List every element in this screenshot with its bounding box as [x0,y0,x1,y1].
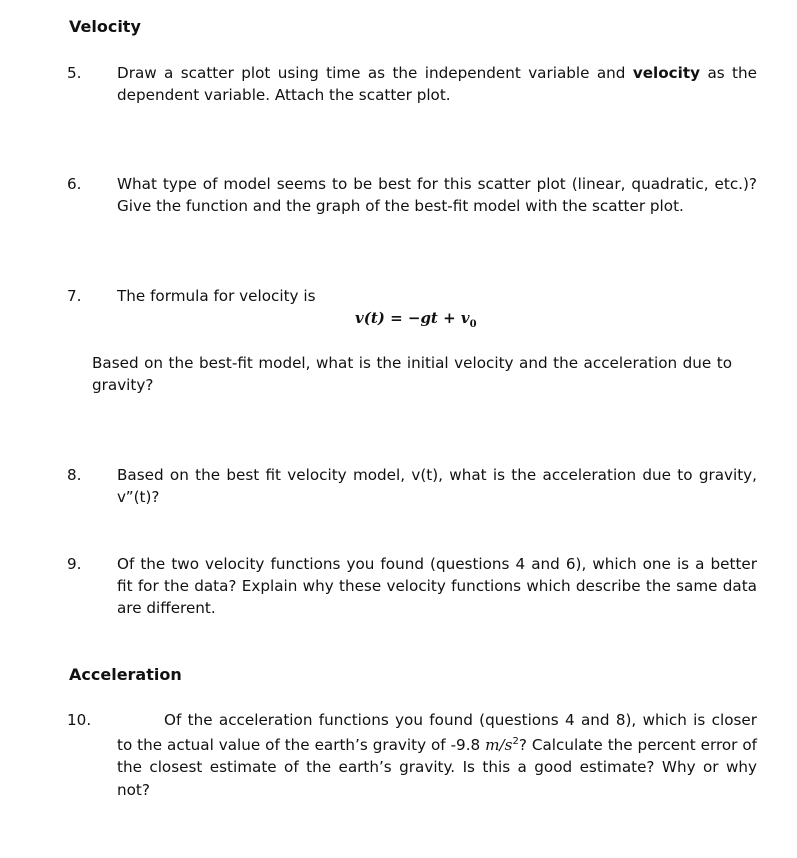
unit-s: s [504,736,513,755]
question-10-text-before: Of the acceleration functions you found (questions 4 and 8), which is closer to the actual value of the earth’s gravity of -9.8 [117,711,757,755]
section-heading-acceleration: Acceleration [69,665,182,684]
question-10 [67,709,757,801]
unit-exponent: 2 [512,736,519,748]
question-7-followup: Based on the best-fit model, what is the initial velocity and the acceleration due to gravity? [92,354,732,395]
unit-m: m [485,736,500,755]
formula-v: v [460,309,470,327]
section-heading-velocity: Velocity [69,17,141,36]
question-10-text-after: ? Calculate the percent error of the closest estimate of the earth’s gravity. Is this a good estimate? Why or why not? [117,736,757,799]
formula-lhs: v(t) [355,309,385,327]
question-9-number: 9. [67,555,82,573]
unit-slash: / [499,736,505,755]
velocity-formula [355,309,477,330]
question-5-number: 5. [67,64,82,82]
question-5-text-before: Draw a scatter plot using time as the independent variable and [117,64,633,82]
question-9 [67,553,757,620]
formula-subscript: 0 [469,319,477,330]
formula-equals: = − [384,309,421,327]
question-6-text: What type of model seems to be best for this scatter plot (linear, quadratic, etc.)? Give the function and the graph of the best-fit model with the scatter plot. [117,175,757,216]
question-5 [67,62,757,106]
question-5-text-after: as the dependent variable. Attach the scatter plot. [117,64,757,105]
question-10-number: 10. [67,711,92,729]
question-8-number: 8. [67,466,82,484]
formula-plus: + [437,309,461,327]
question-6 [67,173,757,217]
question-7-text: The formula for velocity is [117,287,316,305]
question-5-bold-term: velocity [632,64,701,82]
question-9-text: Of the two velocity functions you found (questions 4 and 6), which one is a better fit for the data? Explain why these velocity functions which describe the same data are different. [117,555,757,618]
question-7 [67,285,757,307]
question-8 [67,464,757,508]
formula-gt: gt [420,309,438,327]
question-6-number: 6. [67,175,82,193]
question-7-number: 7. [67,287,82,305]
question-8-text: Based on the best fit velocity model, v(t), what is the acceleration due to gravity, v”(t)? [117,466,757,507]
